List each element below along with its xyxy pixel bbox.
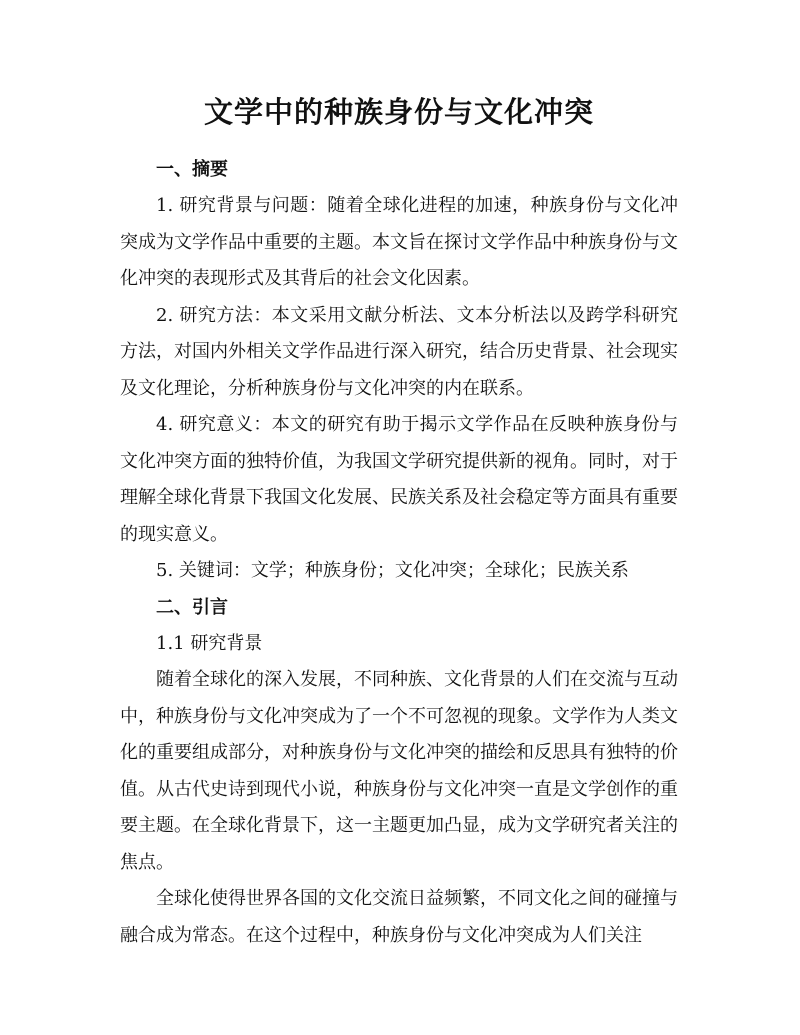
- intro-paragraph: 随着全球化的深入发展，不同种族、文化背景的人们在交流与互动中，种族身份与文化冲突成为了一个不可忽视的现象。文学作为人类文化的重要组成部分，对种族身份与文化冲突的描绘和反思具有独特的价值。从古代史诗到现代小说，种族身份与文化冲突一直是文学创作的重要主题。在全球化背景下，这一主题更加凸显，成为文学研究者关注的焦点。: [120, 669, 678, 873]
- section-heading-introduction: 二、引言: [156, 596, 228, 618]
- intro-paragraph: 全球化使得世界各国的文化交流日益频繁，不同文化之间的碰撞与融合成为常态。在这个过程中，种族身份与文化冲突成为人们关注: [120, 888, 678, 946]
- section-heading-abstract: 一、摘要: [156, 159, 228, 180]
- abstract-item-significance: 4. 研究意义：本文的研究有助于揭示文学作品在反映种族身份与文化冲突方面的独特价值，为我国文学研究提供新的视角。同时，对于理解全球化背景下我国文化发展、民族关系及社会稳定等方面具有重要的现实意义。: [120, 414, 678, 545]
- subsection-heading-background: 1.1 研究背景: [156, 632, 263, 654]
- abstract-item-keywords: 5. 关键词：文学；种族身份；文化冲突；全球化；民族关系: [156, 560, 629, 581]
- abstract-item-background: 1. 研究背景与问题：随着全球化进程的加速，种族身份与文化冲突成为文学作品中重要的主题。本文旨在探讨文学作品中种族身份与文化冲突的表现形式及其背后的社会文化因素。: [120, 195, 678, 289]
- abstract-item-method: 2. 研究方法：本文采用文献分析法、文本分析法以及跨学科研究方法，对国内外相关文学作品进行深入研究，结合历史背景、社会现实及文化理论，分析种族身份与文化冲突的内在联系。: [120, 304, 678, 399]
- document-title: 文学中的种族身份与文化冲突: [203, 95, 594, 129]
